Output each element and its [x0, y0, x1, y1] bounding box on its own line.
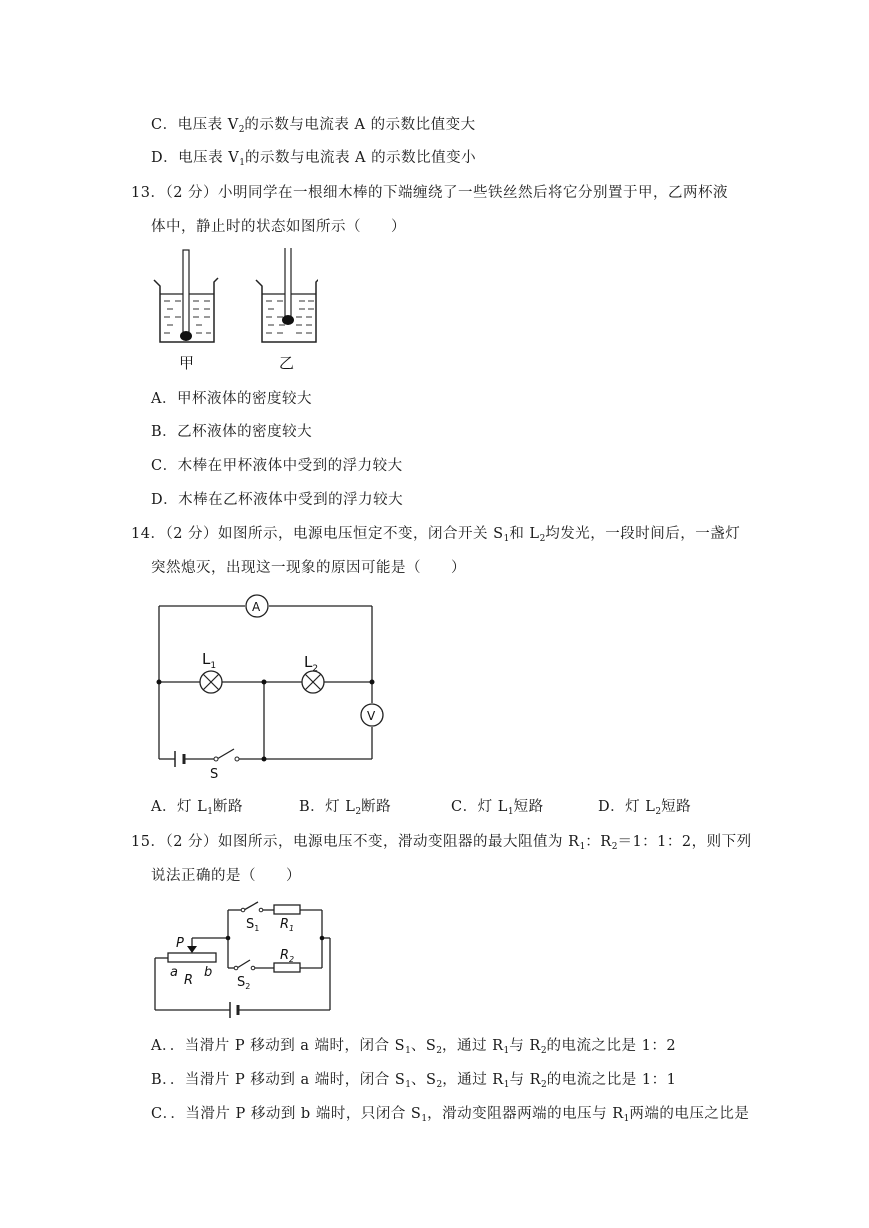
q13-option-a: A．甲杯液体的密度较大 — [151, 391, 312, 407]
q15-option-a: A．．当滑片 P 移动到 a 端时，闭合 $S_1$、$S_2$，通过 $R_1$与 $R_2$的电流之比是 1：2 — [151, 1038, 677, 1056]
q13-stem-line2: 体中，静止时的状态如图所示（ ） — [151, 219, 406, 235]
label-b: b — [204, 965, 213, 980]
wood-rod-jia — [183, 250, 189, 336]
q13-option-c: C．木棒在甲杯液体中受到的浮力较大 — [151, 458, 403, 474]
label-r1: $R_1$ — [280, 917, 295, 933]
slider-p-arrow — [187, 946, 197, 953]
beaker-jia — [154, 250, 218, 342]
q14-option-d: D．灯 $L_2$短路 — [598, 799, 692, 817]
q15-option-b: B．．当滑片 P 移动到 a 端时，闭合 $S_1$、$S_2$，通过 $R_1$与 $R_2$的电流之比是 1：1 — [151, 1072, 677, 1090]
label-jia: 甲 — [179, 354, 195, 372]
beaker-yi — [256, 248, 318, 342]
iron-wire-yi — [282, 315, 294, 325]
q14-option-c: C．灯 $L_1$短路 — [451, 799, 544, 817]
q13-beakers-figure — [148, 248, 318, 376]
lamp-l2-symbol — [302, 671, 324, 693]
label-r: R — [184, 973, 194, 988]
svg-text:V: V — [367, 709, 376, 723]
q14-stem-line1: 14．（2 分）如图所示，电源电压恒定不变，闭合开关 $S_1$和 $L_2$均发光，一段时间后，一盏灯 — [131, 526, 741, 544]
q15-option-c: C．．当滑片 P 移动到 b 端时，只闭合 $S_1$，滑动变阻器两端的电压与 $R_1$两端的电压之比是 — [151, 1106, 750, 1124]
label-s1: $S_1$ — [246, 917, 260, 933]
q14-option-b: B．灯 $L_2$断路 — [299, 799, 392, 817]
label-l2: $L_2$ — [304, 653, 319, 674]
label-l1: $L_1$ — [202, 650, 217, 671]
voltmeter-symbol — [361, 704, 383, 726]
label-p: P — [176, 936, 184, 951]
wood-rod-yi — [285, 248, 291, 320]
q14-stem-line2: 突然熄灭，出现这一现象的原因可能是（ ） — [151, 560, 466, 576]
q15-circuit-figure — [150, 892, 340, 1022]
label-s2: $S_2$ — [237, 975, 251, 991]
label-a: a — [170, 965, 178, 980]
switch-pivot — [214, 757, 218, 761]
lamp-l1-symbol — [200, 671, 222, 693]
label-switch-s: S — [210, 767, 219, 780]
q15-stem-line1: 15．（2 分）如图所示，电源电压不变，滑动变阻器的最大阻值为 $R_1$：$R_2=1$：1：2，则下列 — [131, 834, 752, 852]
q12-option-d: D．电压表 $V_1$的示数与电流表 A 的示数比值变小 — [151, 150, 477, 168]
q13-option-d: D．木棒在乙杯液体中受到的浮力较大 — [151, 492, 404, 508]
svg-text:A: A — [252, 600, 261, 614]
label-yi: 乙 — [279, 354, 295, 372]
q13-stem-line1: 13．（2 分）小明同学在一根细木棒的下端缠绕了一些铁丝然后将它分别置于甲，乙两杯液 — [131, 185, 729, 201]
q14-circuit-figure — [150, 590, 385, 780]
q13-option-b: B．乙杯液体的密度较大 — [151, 424, 313, 440]
ammeter-symbol — [246, 595, 268, 617]
q12-option-c: C．电压表 $V_2$的示数与电流表 A 的示数比值变大 — [151, 117, 476, 135]
q14-option-a: A．灯 $L_1$断路 — [151, 799, 243, 817]
q15-stem-line2: 说法正确的是（ ） — [151, 868, 301, 884]
label-r2: $R_2$ — [280, 948, 295, 964]
iron-wire-jia — [180, 331, 192, 341]
